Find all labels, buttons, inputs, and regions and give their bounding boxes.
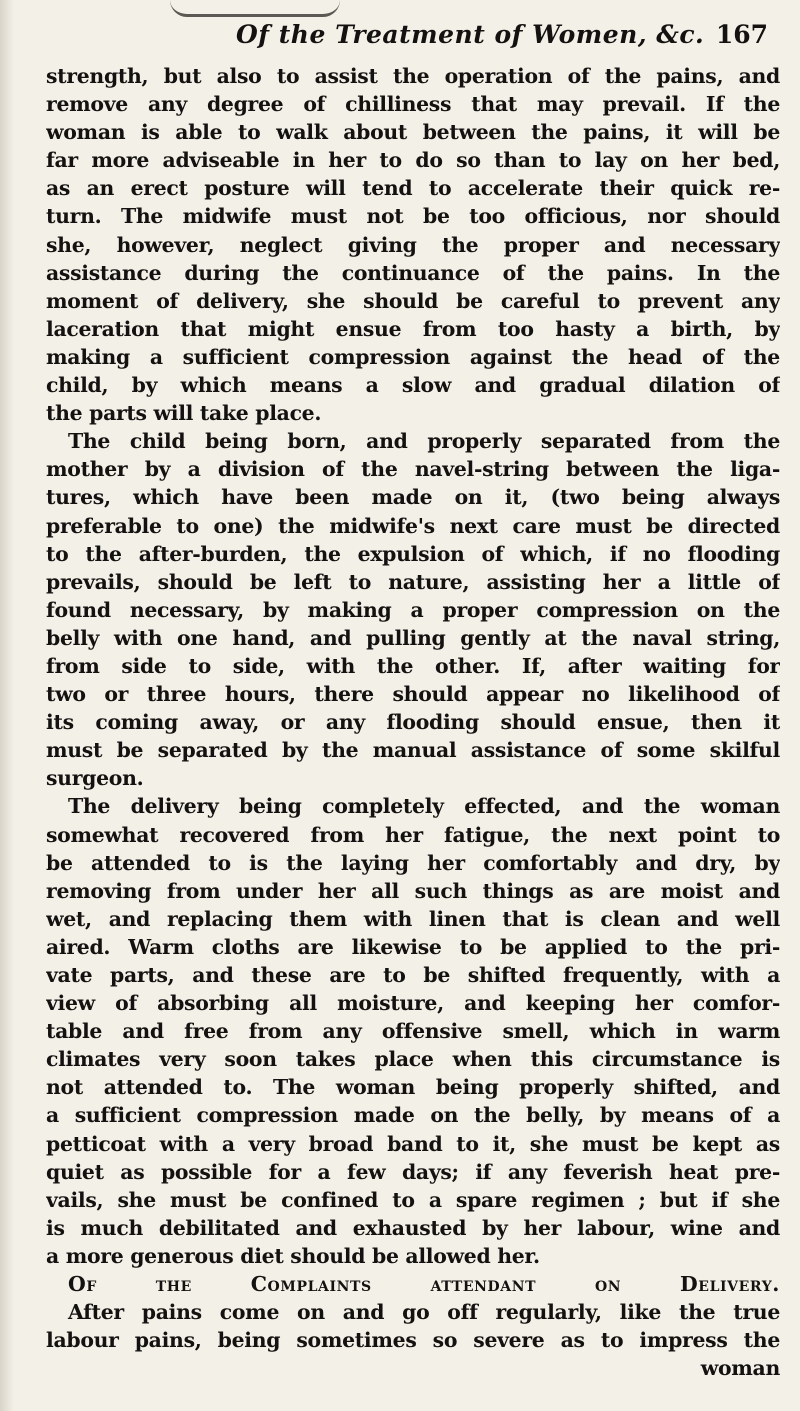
text-line: is much debilitated and exhausted by her labour, wine and [46,1215,780,1240]
text-line: assistance during the continuance of the pains. In the [46,260,780,285]
text-line: The child being born, and properly separated from the [68,429,780,454]
body-text [46,62,780,1382]
paragraph-labour-posture [46,62,780,427]
text-line: labour pains, being sometimes so severe as to impress the [46,1328,780,1353]
catchword: woman [700,1356,780,1381]
text-line: found necessary, by making a proper compression on the [46,597,780,622]
scan-shadow-edge [0,0,14,1411]
text-line: two or three hours, there should appear no likelihood of [46,682,780,707]
text-line: not attended to. The woman being properly shifted, and [46,1075,780,1100]
running-head [46,14,780,58]
text-line: surgeon. [46,766,144,791]
text-line: its coming away, or any flooding should ensue, then it [46,710,780,735]
paragraph-after-burden [46,427,780,792]
text-line: child, by which means a slow and gradual dilation of [46,373,780,398]
text-line: to the after-burden, the expulsion of which, if no flooding [46,541,780,566]
text-line: prevails, should be left to nature, assisting her a little of [46,569,780,594]
text-line: laceration that might ensue from too hasty a birth, by [46,316,780,341]
text-line: mother by a division of the navel-string between the liga- [46,457,780,482]
page-number: 167 [715,20,768,49]
text-line: preferable to one) the midwife's next care must be directed [46,513,780,538]
text-line: tures, which have been made on it, (two being always [46,485,780,510]
text-line: a sufficient compression made on the belly, by means of a [46,1103,780,1128]
text-line: woman is able to walk about between the pains, it will be [46,120,780,145]
text-line: remove any degree of chilliness that may prevail. If the [46,92,780,117]
text-line: the parts will take place. [46,401,322,426]
text-line: vate parts, and these are to be shifted frequently, with a [46,963,780,987]
text-line: making a sufficient compression against the head of the [46,344,780,369]
text-line: somewhat recovered from her fatigue, the next point to [46,822,780,847]
text-line: view of absorbing all moisture, and keeping her comfor- [46,991,780,1016]
text-line: must be separated by the manual assistance of some skilful [46,738,780,763]
text-line: wet, and replacing them with linen that is clean and well [46,906,780,931]
text-line: be attended to is the laying her comfortably and dry, by [46,850,780,875]
text-line: belly with one hand, and pulling gently at the naval string, [46,625,780,650]
text-line: as an erect posture will tend to accelerate their quick re- [46,176,780,201]
paragraph-after-delivery-care [46,792,780,1270]
text-line: The delivery being completely effected, and the woman [68,794,780,819]
text-line: from side to side, with the other. If, after waiting for [46,653,780,678]
text-line: moment of delivery, she should be careful to prevent any [46,288,780,313]
text-line: removing from under her all such things as are moist and [46,878,780,903]
text-line: After pains come on and go off regularly, like the true [68,1300,780,1325]
running-head-title: Of the Treatment of Women, &c. [236,20,705,49]
paragraph-after-pains [46,1298,780,1382]
text-line: far more adviseable in her to do so than to lay on her bed, [46,148,780,173]
text-line: turn. The midwife must not be too officious, nor should [46,204,780,229]
text-line: climates very soon takes place when this circumstance is [46,1047,780,1072]
text-line: petticoat with a very broad band to it, she must be kept as [46,1131,780,1156]
text-line: table and free from any offensive smell, which in warm [46,1019,780,1044]
text-line: a more generous diet should be allowed her. [46,1243,540,1268]
text-line: vails, she must be confined to a spare regimen ; but if she [46,1187,780,1212]
text-line: aired. Warm cloths are likewise to be applied to the pri- [46,934,780,959]
section-heading: Of the Complaints attendant on Delivery. [68,1272,780,1297]
text-line: she, however, neglect giving the proper and necessary [46,232,780,257]
text-line: strength, but also to assist the operation of the pains, and [46,64,780,88]
text-line: quiet as possible for a few days; if any feverish heat pre- [46,1159,780,1184]
